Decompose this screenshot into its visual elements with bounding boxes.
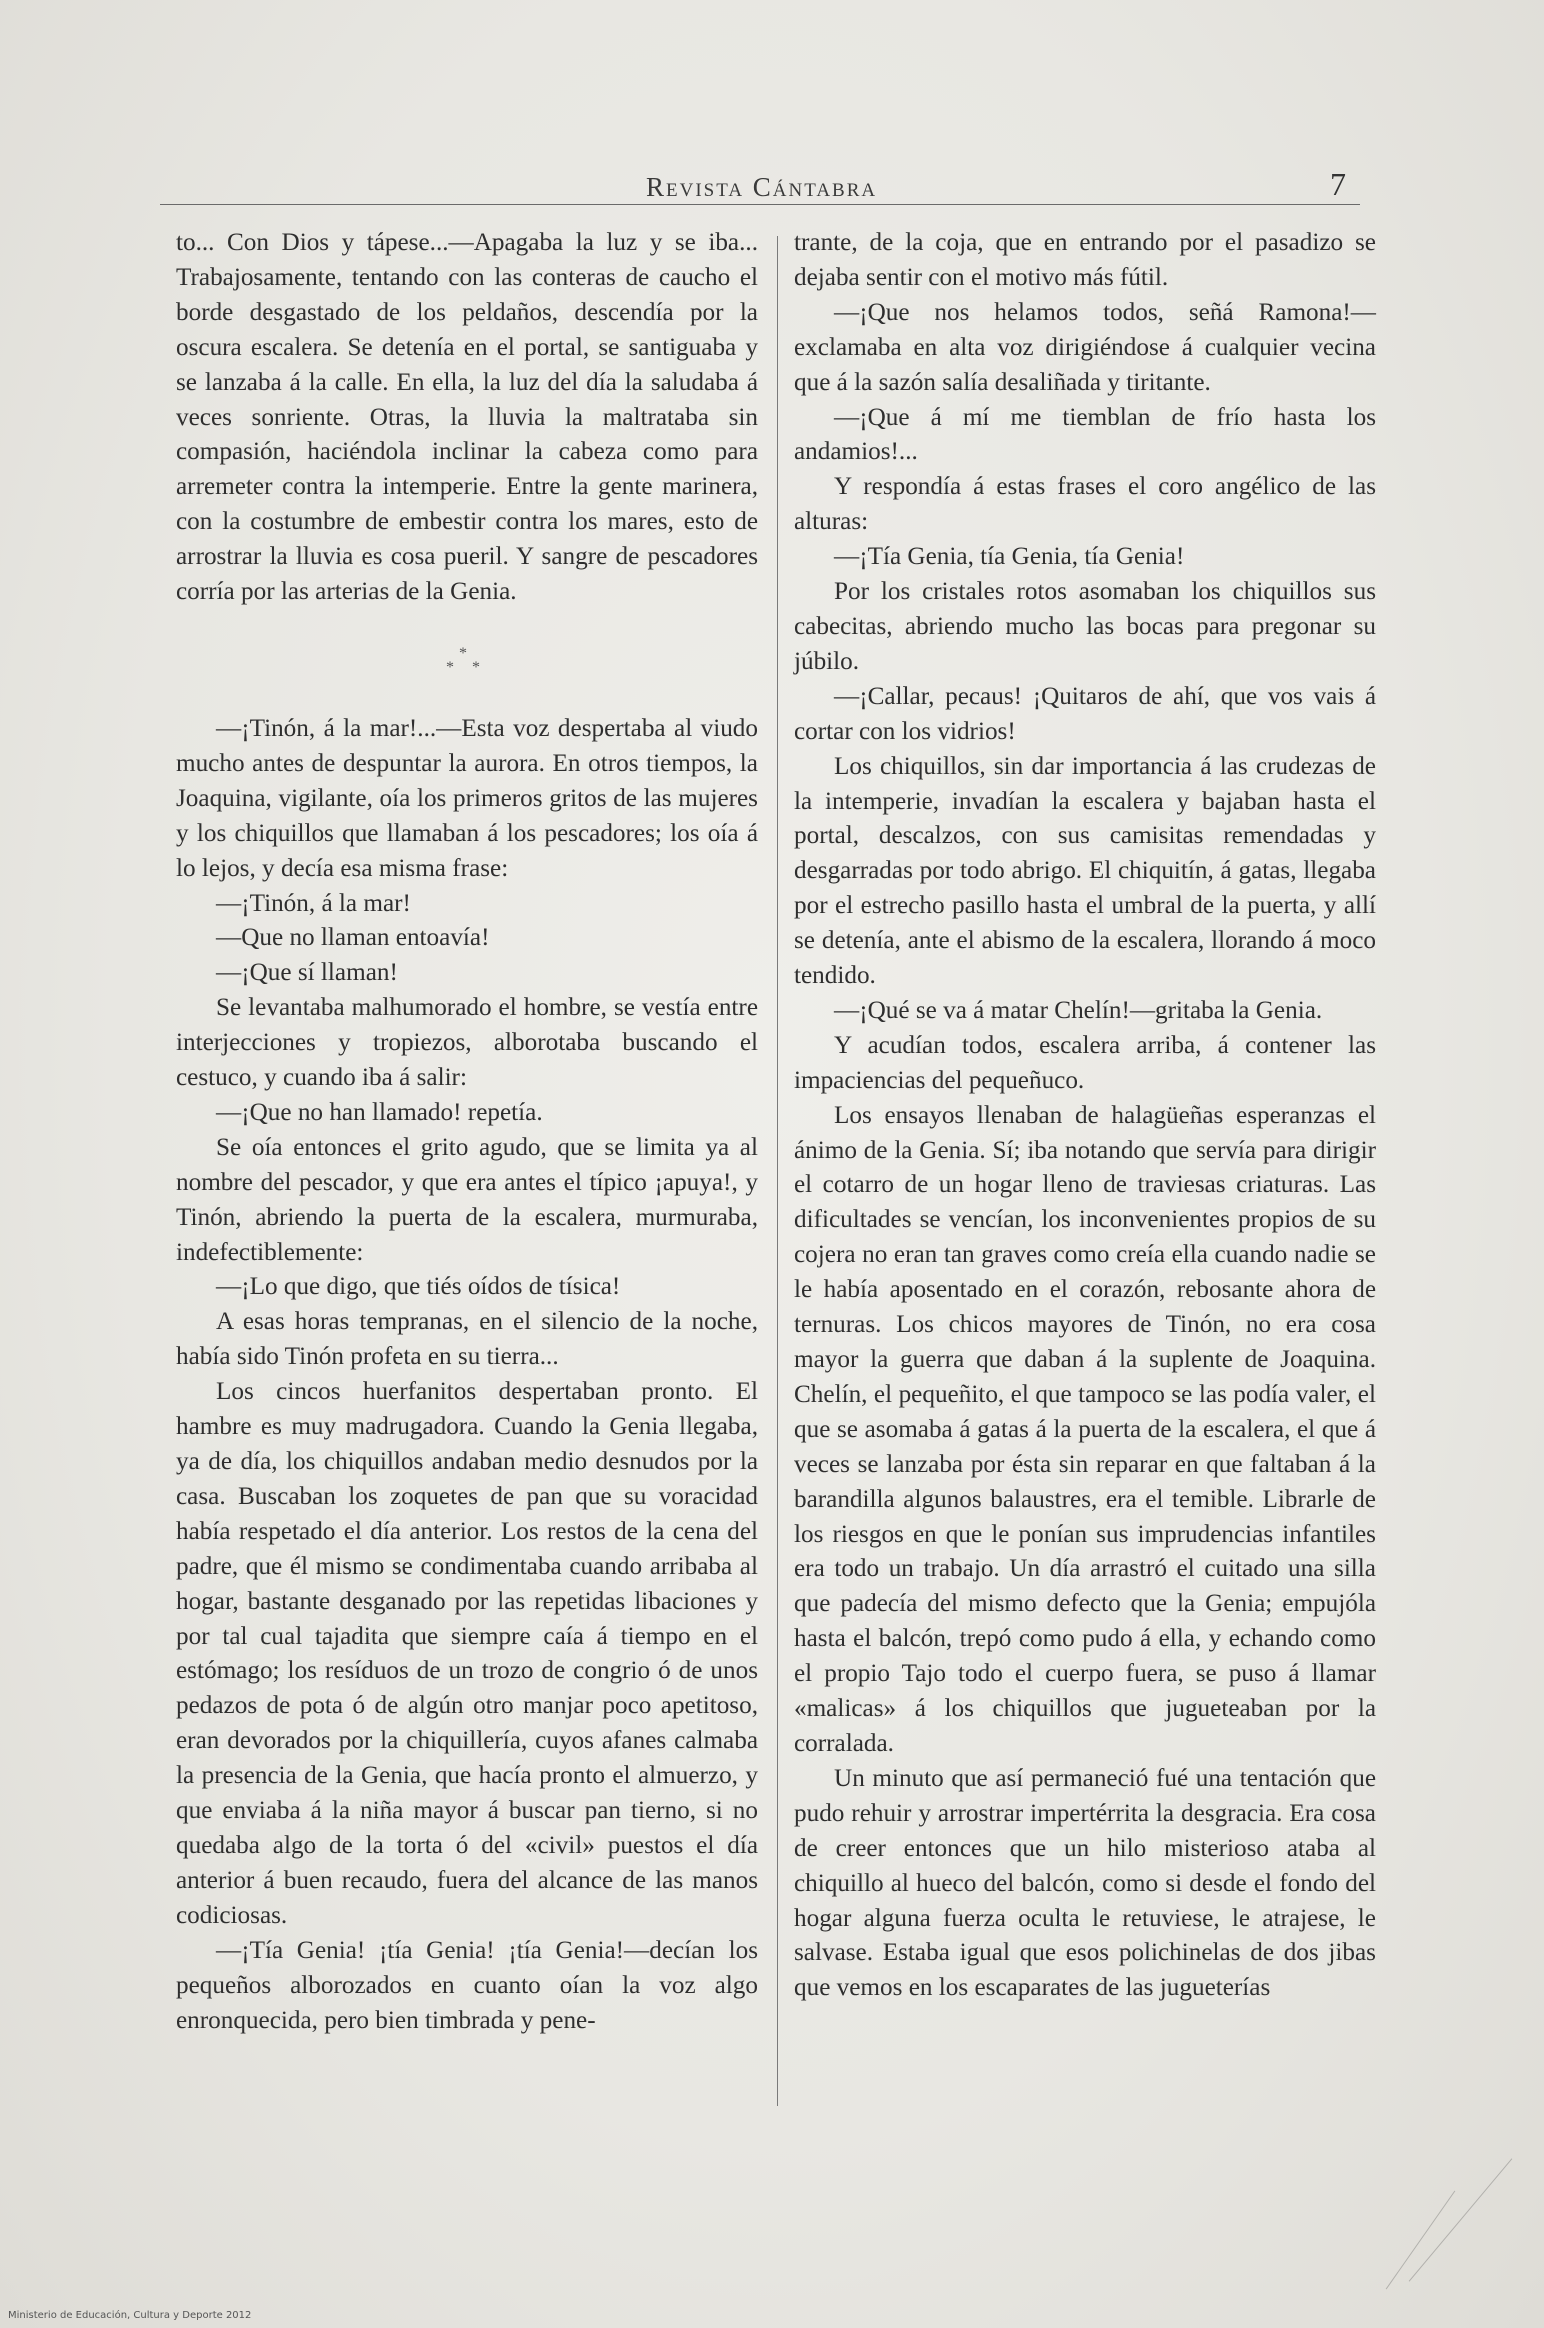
paper-scratch xyxy=(1386,2191,1456,2290)
header-rule xyxy=(160,204,1360,205)
paragraph: —¡Tinón, á la mar!...—Esta voz despertaba al viudo mucho antes de despuntar la aurora. En otros tiempos, la Joaquina, vigilante, oía los primeros gritos de las mujeres y los chiquillos que llamaban á los pescadores; los oía á lo lejos, y decía esa misma frase: xyxy=(176,714,758,882)
page-number: 7 xyxy=(1330,166,1346,202)
paragraph: —Que no llaman entoavía! xyxy=(216,924,490,952)
paragraph: trante, de la coja, que en entrando por el pasadizo se dejaba sentir con el motivo más fútil. xyxy=(794,229,1376,291)
digitization-credit: Ministerio de Educación, Cultura y Deporte 2012 xyxy=(8,2310,252,2321)
paragraph: Los ensayos llenaban de halagüeñas esperanzas el ánimo de la Genia. Sí; iba notando que servía para dirigir el cotarro de un hogar lleno de traviesas criaturas. Las dificultades se vencían, los inconvenientes propios de su cojera no eran tan graves como creía ella cuando nadie se le había aposentado en el corazón, rebosante ahora de ternuras. Los chicos mayores de Tinón, no era cosa mayor la guerra que daban á la suplente de Joaquina. Chelín, el pequeñito, el que tampoco se las podía valer, el que se asomaba á gatas á la puerta de la escalera, el que á veces se lanzaba por ésta sin reparar en que faltaban á la barandilla algunos balaustres, era el temible. Librarle de los riesgos en que le ponían sus imprudencias infantiles era todo un trabajo. Un día arrastró el cuitado una silla que padecía del mismo defecto que la Genia; empujóla hasta el balcón, trepó como pudo á ella, y echando como el propio Tajo todo el cuerpo fuera, se puso á llamar «malicas» á los chiquillos que jugueteaban por la corralada. xyxy=(794,1101,1376,1757)
paragraph: —¡Que sí llaman! xyxy=(216,959,398,987)
journal-title: Revista Cántabra xyxy=(646,172,878,202)
paragraph: —¡Que no han llamado! repetía. xyxy=(216,1098,543,1126)
paragraph: —¡Tía Genia! ¡tía Genia! ¡tía Genia!—decían los pequeños alborozados en cuanto oían la voz algo enronquecida, pero bien timbrada y pene- xyxy=(176,1936,758,2034)
section-break-asterism xyxy=(176,644,758,712)
paragraph: Por los cristales rotos asomaban los chiquillos sus cabecitas, abriendo mucho las bocas para pregonar su júbilo. xyxy=(794,578,1376,675)
paper-scratch xyxy=(1409,2158,1513,2281)
paragraph: to... Con Dios y tápese...—Apagaba la luz y se iba... Trabajosamente, tentando con las conteras de caucho el borde desgastado de los peldaños, descendía por la oscura escalera. Se detenía en el portal, se santiguaba y se lanzaba á la calle. En ella, la luz del día la saludaba á veces sonriente. Otras, la lluvia la maltrataba sin compasión, haciéndola inclinar la cabeza como para arremeter contra la intemperie. Entre la gente marinera, con la costumbre de embestir contra los mares, esto de arrostrar la lluvia es cosa pueril. Y sangre de pescadores corría por las arterias de la Genia. xyxy=(176,229,758,606)
running-header xyxy=(160,166,1360,206)
paragraph: —¡Tinón, á la mar! xyxy=(216,889,411,917)
paragraph: —¡Tía Genia, tía Genia, tía Genia! xyxy=(834,543,1185,571)
left-column xyxy=(176,226,758,2038)
column-divider xyxy=(777,236,778,2106)
paragraph: Y respondía á estas frases el coro angélico de las alturas: xyxy=(794,473,1376,536)
paragraph: —¡Que á mí me tiemblan de frío hasta los andamios!... xyxy=(794,403,1376,466)
paragraph: —¡Qué se va á matar Chelín!—gritaba la Genia. xyxy=(834,996,1323,1024)
paragraph: Un minuto que así permaneció fué una tentación que pudo rehuir y arrostrar impertérrita la desgracia. Era cosa de creer entonces que un hilo misterioso ataba al chiquillo al hueco del balcón, como si desde el fondo del hogar alguna fuerza oculta le retuviese, le atrajese, le salvase. Estaba igual que esos polichinelas de dos jibas que vemos en los escaparates de las jugueterías xyxy=(794,1764,1376,2002)
asterism-star: * xyxy=(459,644,467,662)
paragraph: —¡Callar, pecaus! ¡Quitaros de ahí, que vos vais á cortar con los vidrios! xyxy=(794,682,1376,745)
paragraph: Los cincos huerfanitos despertaban pronto. El hambre es muy madrugadora. Cuando la Genia llegaba, ya de día, los chiquillos andaban medio desnudos por la casa. Buscaban los zoquetes de pan que su voracidad había respetado el día anterior. Los restos de la cena del padre, que él mismo se condimentaba cuando arribaba al hogar, bastante desganado por las repetidas libaciones y por tal cual tajadita que siempre caía á tiempo en el estómago; los resíduos de un trozo de congrio ó de unos pedazos de pota ó de algún otro manjar poco apetitoso, eran devorados por la chiquillería, cuyos afanes calmaba la presencia de la Genia, que hacía pronto el almuerzo, y que enviaba á la niña mayor á buscar pan tierno, si no quedaba algo de la torta ó del «civil» puestos el día anterior á buen recaudo, fuera del alcance de las manos codiciosas. xyxy=(176,1378,758,1929)
paragraph: —¡Que nos helamos todos, señá Ramona!—exclamaba en alta voz dirigiéndose á cualquier vecina que á la sazón salía desaliñada y tiritante. xyxy=(794,298,1376,396)
paragraph: Y acudían todos, escalera arriba, á contener las impaciencias del pequeñuco. xyxy=(794,1031,1376,1094)
right-column xyxy=(794,226,1376,2006)
paragraph: A esas horas tempranas, en el silencio de la noche, había sido Tinón profeta en su tierra... xyxy=(176,1308,758,1371)
paragraph: Se levantaba malhumorado el hombre, se vestía entre interjecciones y tropiezos, alborotaba buscando el cestuco, y cuando iba á salir: xyxy=(176,994,758,1092)
asterism-star: * xyxy=(446,658,454,676)
asterism-star: * xyxy=(472,658,480,676)
paragraph: Se oía entonces el grito agudo, que se limita ya al nombre del pescador, y que era antes el típico ¡apuya!, y Tinón, abriendo la puerta de la escalera, murmuraba, indefectiblemente: xyxy=(176,1133,758,1266)
paragraph: Los chiquillos, sin dar importancia á las crudezas de la intemperie, invadían la escalera y bajaban hasta el portal, descalzos, con sus camisitas remendadas y desgarradas por todo abrigo. El chiquitín, á gatas, llegaba por el estrecho pasillo hasta el umbral de la puerta, y allí se detenía, ante el abismo de la escalera, llorando á moco tendido. xyxy=(794,752,1376,990)
paragraph: —¡Lo que digo, que tiés oídos de tísica! xyxy=(216,1273,621,1301)
